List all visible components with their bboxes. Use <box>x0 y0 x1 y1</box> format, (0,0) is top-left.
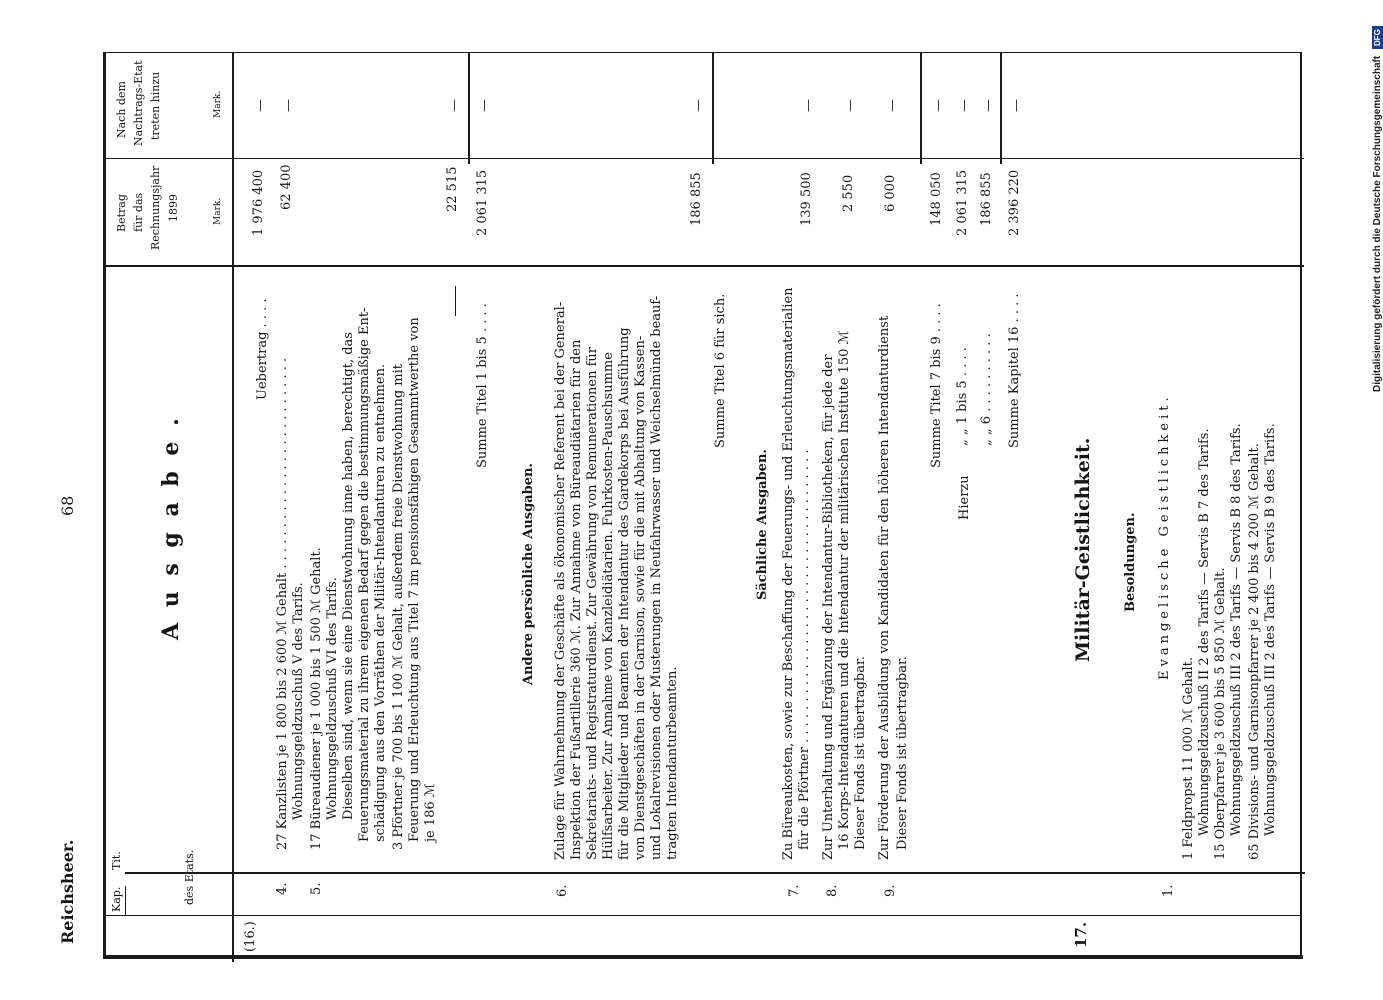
tit7-nach: — <box>801 99 816 112</box>
summe-kap16-nach: — <box>1009 99 1024 112</box>
dfg-logo: DFG <box>1372 26 1383 49</box>
summe-6-label: Summe Titel 6 für sich. <box>713 293 728 448</box>
tit8-num: 8. <box>825 884 840 897</box>
text-col-rule <box>104 265 1304 267</box>
tit6-betrag: 186 855 <box>689 172 704 226</box>
header-rule-thick <box>103 52 106 957</box>
andere-heading: Andere persönliche Ausgaben. <box>521 463 536 685</box>
tit4-num: 4. <box>275 882 290 895</box>
tit4-line2: Wohnungsgeldzuschuß V des Tarifs. <box>291 582 306 820</box>
tit6-nach: — <box>691 99 706 112</box>
kap-sep <box>104 915 1302 916</box>
summe-7-9-label: Summe Titel 7 bis 9 . . . . <box>929 303 944 468</box>
summe-1-5-nach: — <box>477 99 492 112</box>
document-page: Digitalisierung gefördert durch die Deutsche Forschungsgemeinschaft DFG 68 Reichsheer. Kap. Tit. des Etats. A u s g a b e . Betrag für das Rechnungsjahr 1899 Mark. Nach dem Nachtrags-Etat treten hinzu Mark. (16.) 17. Uebertrag . . . . 1 976 400 — 4. 27 Kanzlisten je 1 800 bis 2 600 ℳ Gehalt . . . . . . . . . . . . . . . . . . . . . . . . . . Wohnungsgeldzuschuß V des Tarifs. 62 400 — 5. 17 Büreaudiener je 1 000 bis 1 500 ℳ Gehalt. Wohnungsgeldzuschuß VI des Tarifs. Dieselben sind, wenn sie eine Dienstwohnung inne haben, berechtigt, das Feuerungsmaterial zu ihrem eigenen Bedarf gegen die bestimmungsmäßige Ent- schädigung aus den Vorräthen der Militär-Intendanturen zu entnehmen. 3 Pförtner je 700 bis 1 100 ℳ Gehalt, außerdem freie Dienstwohnung mit Feuerung und Erleuchtung aus Titel 7 im pensionsfähigen Gesammtwerthe von je 186 ℳ 22 515 — Summe Titel 1 bis 5 . . . . 2 061 315 — Andere persönliche Ausgaben. 6. Zulage für Wahrnehmung der Geschäfte als ökonomischer Referent bei der General- Inspektion der Fußartillerie 360 ℳ. Zur Annahme von Büreaudiätarien für den Sekretariats- und Registraturdienst. Zur Gewährung von Remunerationen für Hülfsarbeiter. Zur Annahme von Kanzleidiätarien. Fuhrkosten-Pauschsumme für die Mitglieder und Beamten der Intendantur des Gardekorps bei Ausführung von Dienstgeschäften in der Garnison, sowie für die mit Abhaltung von Kassen- und Lokalrevisionen oder Musterungen in Neufahrwasser und Weichselmünde beauf- tragten Intendanturbeamten. 186 855 — Summe Titel 6 für sich. Sächliche Ausgaben. 7. Zu Büreaukosten, sowie zur Beschaffung der Feuerungs- und Erleuchtungsmaterialien für die Pförtner . . . . . . . . . . . . . . . . . . . . . . . . . . . . . . . . . . . . 139 500 — 8. Zur Unterhaltung und Ergänzung der Intendantur-Bibliotheken, für jede der 16 Korps-Intendanturen und die Intendantur der militärischen Institute 150 ℳ Dieser Fonds ist übertragbar. 2 550 — 9. Zur Förderung der Ausbildung von Kandidaten für den höheren Intendanturdienst Dieser Fonds ist übertragbar. 6 000 — Summe Titel 7 bis 9 . . . . 148 050 — Hierzu „ „ 1 bis 5 . . . . 2 061 315 — „ „ 6 . . . . . . . . . . 186 855 — Summe Kapitel 16 . . . . 2 396 220 — Militär-Geistlichkeit. Besoldungen. Evangelische Geistlichkeit. 1. 1 Feldpropst 11 000 ℳ Gehalt. Wohnungsgeldzuschuß II 2 des Tarifs — Servis B 7 des Tarifs. 15 Oberpfarrer je 3 600 bis 5 850 ℳ Gehalt. Wohnungsgeldzuschuß III 2 des Tarifs — Servis B 8 des Tarifs. 65 Divisions- und Garnisonpfarrer je 2 400 bis 4 200 ℳ Gehalt. Wohnungsgeldzuschuß III 2 des Tarifs — Servis B 9 des Tarifs. <box>0 0 1383 1000</box>
bottom-edge <box>1300 52 1302 957</box>
tit5-num: 5. <box>309 882 324 895</box>
summe-kap16-betrag: 2 396 220 <box>1007 169 1022 236</box>
tit7-betrag: 139 500 <box>799 172 814 226</box>
tit6-num: 6. <box>555 884 570 897</box>
right-edge-rule <box>106 52 1302 53</box>
tit9-num: 9. <box>883 884 898 897</box>
tit-sep <box>125 886 126 916</box>
header-rule <box>232 52 234 962</box>
mark-label: Mark. <box>213 197 223 225</box>
hierzu-line2: „ „ 6 . . . . . . . . . . <box>979 333 994 446</box>
page-number: 68 <box>58 495 77 516</box>
kapitel-16: (16.) <box>243 921 258 952</box>
hierzu-line1: „ „ 1 bis 5 . . . . <box>955 347 970 446</box>
digitization-note <box>1372 26 1383 392</box>
tit9-nach: — <box>885 99 900 112</box>
besoldungen-heading: Besoldungen. <box>1123 512 1138 612</box>
summe-1-5-betrag: 2 061 315 <box>475 169 490 236</box>
tit1-num: 1. <box>1161 884 1176 897</box>
des-etats: des Etats. <box>183 849 196 905</box>
summe-7-9-nach: — <box>931 99 946 112</box>
top-rule <box>103 955 1303 959</box>
section-title: A u s g a b e . <box>158 414 184 640</box>
tit8-betrag: 2 550 <box>841 174 856 212</box>
evang-heading: Evangelische Geistlichkeit. <box>1157 393 1172 680</box>
summe-1-5-label: Summe Titel 1 bis 5 . . . . <box>475 303 490 468</box>
hierzu-nach1: — <box>957 99 972 112</box>
kap-col-rule <box>125 872 1305 874</box>
hierzu-label: Hierzu <box>957 475 972 520</box>
hierzu-betrag1: 2 061 315 <box>955 169 970 236</box>
tit7-num: 7. <box>787 884 802 897</box>
saechliche-heading: Sächliche Ausgaben. <box>755 449 770 600</box>
uebertrag-betrag: 1 976 400 <box>251 169 266 236</box>
betrag-col-rule <box>104 158 1304 159</box>
running-head: Reichsheer. <box>58 839 77 944</box>
sum-rule-1b <box>455 286 456 316</box>
digitization-text: Digitalisierung gefördert durch die Deutsche Forschungsgemeinschaft <box>1372 55 1383 392</box>
tit4-nach: — <box>281 99 296 112</box>
mark-label-2: Mark. <box>213 90 223 118</box>
mil-heading: Militär-Geistlichkeit. <box>1072 437 1094 662</box>
hierzu-betrag2: 186 855 <box>979 172 994 226</box>
sum-rule-2 <box>712 52 714 164</box>
uebertrag-nach: — <box>253 99 268 112</box>
hierzu-nach2: — <box>981 99 996 112</box>
summe-7-9-betrag: 148 050 <box>929 172 944 226</box>
summe-kap16-label: Summe Kapitel 16 . . . . <box>1007 293 1022 448</box>
tit5-betrag: 22 515 <box>445 166 460 212</box>
tit4-line1: 27 Kanzlisten je 1 800 bis 2 600 ℳ Gehalt . . . . . . . . . . . . . . . . . . . . . . . . . . <box>275 357 290 850</box>
kapitel-17: 17. <box>1072 921 1090 948</box>
tit8-nach: — <box>843 99 858 112</box>
sum-rule-4 <box>1000 52 1002 164</box>
kap-label: Kap. <box>110 886 123 912</box>
tit4-betrag: 62 400 <box>279 164 294 210</box>
sum-rule-1 <box>468 52 470 164</box>
tit-label: Tit. <box>110 851 123 870</box>
sum-rule-3 <box>920 52 922 164</box>
uebertrag-label: Uebertrag . . . . <box>255 298 270 400</box>
tit9-betrag: 6 000 <box>883 174 898 212</box>
tit5-nach: — <box>447 99 462 112</box>
